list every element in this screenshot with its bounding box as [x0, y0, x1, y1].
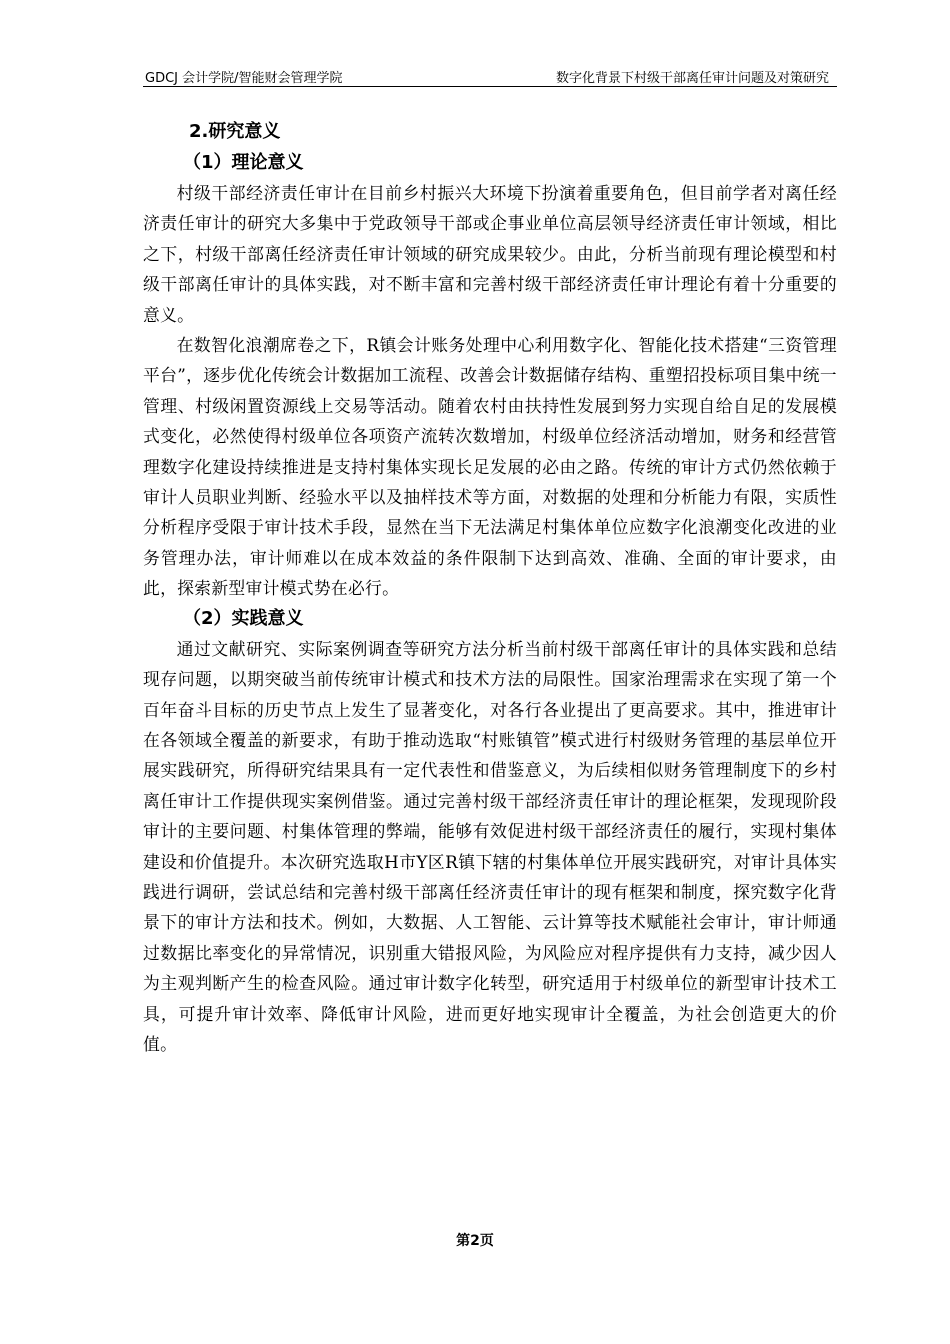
paragraph: 村级干部经济责任审计在目前乡村振兴大环境下扮演着重要角色，但目前学者对离任经济责任审计的研究大多集中于党政领导干部或企事业单位高层领导经济责任审计领域，相比之下，村级干部离任经济责任审计领域的研究成果较少。由此，分析当前现有理论模型和村级干部离任审计的具体实践，对不断丰富和完善村级干部经济责任审计理论有着十分重要的意义。 [143, 183, 837, 325]
main-content [143, 116, 837, 1059]
page-number: 第2页 [456, 1233, 494, 1249]
header-institution: GDCJ 会计学院/智能财会管理学院 [145, 71, 343, 86]
paragraph: 在数智化浪潮席卷之下，R镇会计账务处理中心利用数字化、智能化技术搭建“三资管理平台”，逐步优化传统会计数据加工流程、改善会计数据储存结构、重塑招投标项目集中统一管理、村级闲置资源线上交易等活动。随着农村由扶持性发展到努力实现自给自足的发展模式变化，必然使得村级单位各项资产流转次数增加，村级单位经济活动增加，财务和经营管理数字化建设持续推进是支持村集体实现长足发展的必由之路。传统的审计方式仍然依赖于审计人员职业判断、经验水平以及抽样技术等方面，对数据的处理和分析能力有限，实质性分析程序受限于审计技术手段，显然在当下无法满足村集体单位应数字化浪潮变化改进的业务管理办法，审计师难以在成本效益的条件限制下达到高效、准确、全面的审计要求，由此，探索新型审计模式势在必行。 [143, 335, 837, 599]
subsection-heading-theory: （1）理论意义 [183, 152, 304, 173]
subsection-heading-practice: （2）实践意义 [183, 607, 304, 629]
header-paper-title: 数字化背景下村级干部离任审计问题及对策研究 [555, 71, 829, 86]
paragraph: 通过文献研究、实际案例调查等研究方法分析当前村级干部离任审计的具体实践和总结现存问题，以期突破当前传统审计模式和技术方法的局限性。国家治理需求在实现了第一个百年奋斗目标的历史节点上发生了显著变化，对各行各业提出了更高要求。其中，推进审计在各领域全覆盖的新要求，有助于推动选取“村账镇管”模式进行村级财务管理的基层单位开展实践研究，所得研究结果具有一定代表性和借鉴意义，为后续相似财务管理制度下的乡村离任审计工作提供现实案例借鉴。通过完善村级干部经济责任审计的理论框架，发现现阶段审计的主要问题、村集体管理的弊端，能够有效促进村级干部经济责任的履行，实现村集体建设和价值提升。本次研究选取H市Y区R镇下辖的村集体单位开展实践研究，对审计具体实践进行调研，尝试总结和完善村级干部离任经济责任审计的现有框架和制度，探究数字化背景下的审计方法和技术。例如，大数据、人工智能、云计算等技术赋能社会审计，审计师通过数据比率变化的异常情况，识别重大错报风险，为风险应对程序提供有力支持，减少因人为主观判断产生的检查风险。通过审计数字化转型，研究适用于村级单位的新型审计技术工具，可提升审计效率、降低审计风险，进而更好地实现审计全覆盖，为社会创造更大的价值。 [143, 638, 837, 1054]
section-heading: 2.研究意义 [189, 121, 281, 142]
page-header [143, 66, 837, 87]
